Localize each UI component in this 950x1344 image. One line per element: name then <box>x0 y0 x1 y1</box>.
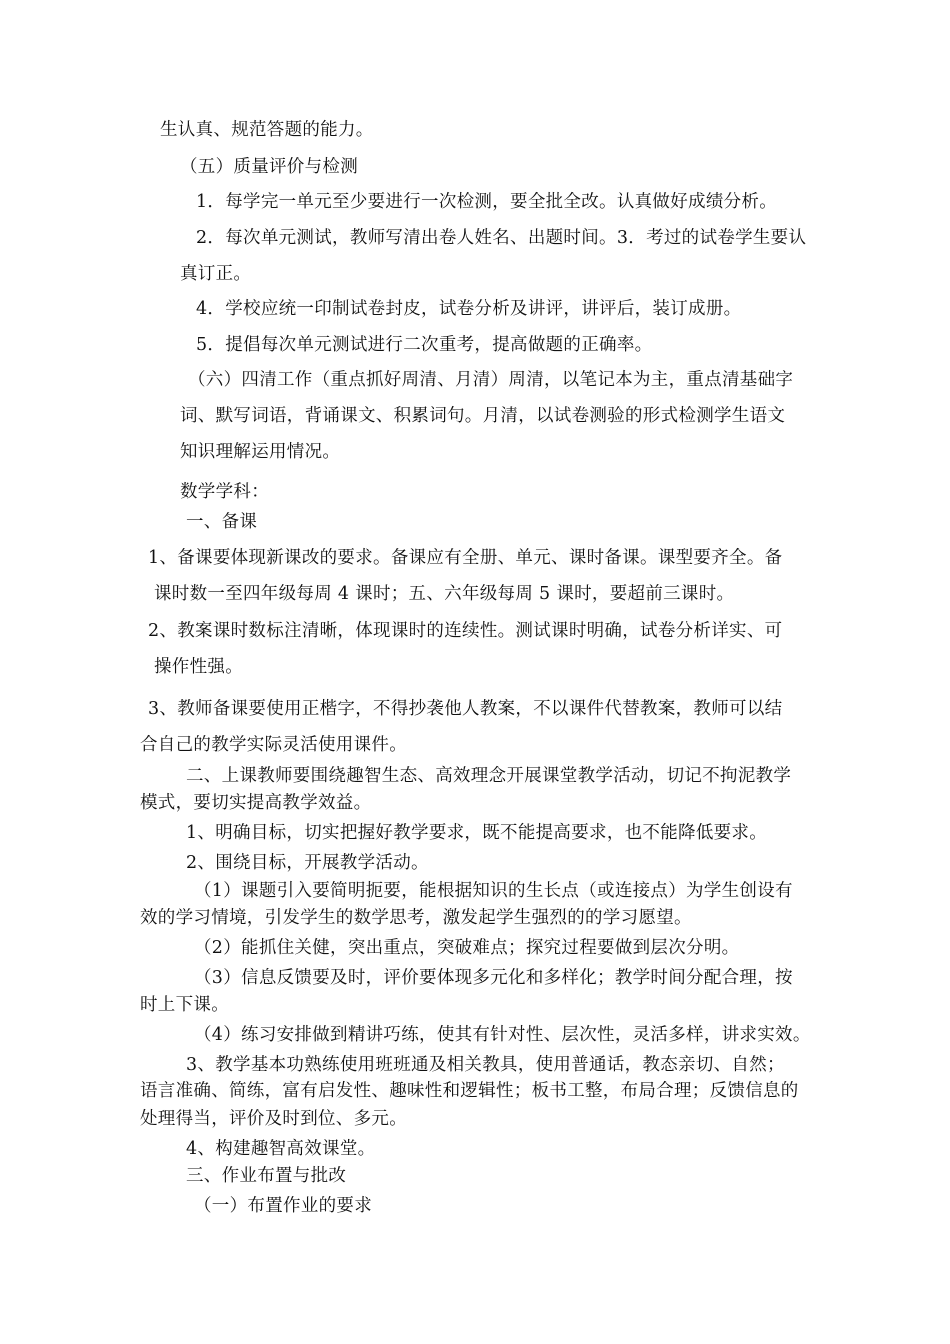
text-line: 3、教学基本功熟练使用班班通及相关教具，使用普通话，教态亲切、自然； <box>186 1055 785 1075</box>
section-heading: 三、作业布置与批改 <box>186 1166 347 1186</box>
text-line: 1、明确目标，切实把握好教学要求，既不能提高要求，也不能降低要求。 <box>186 823 768 843</box>
text-line: 1．每学完一单元至少要进行一次检测，要全批全改。认真做好成绩分析。 <box>196 192 778 212</box>
section-heading: 二、上课教师要围绕趣智生态、高效理念开展课堂教学活动，切记不拘泥教学 <box>186 766 792 786</box>
text-line: 合自己的教学实际灵活使用课件。 <box>140 735 407 755</box>
text-line: 3、教师备课要使用正楷字，不得抄袭他人教案，不以课件代替教案，教师可以结 <box>148 699 783 719</box>
subject-heading: 数学学科： <box>180 482 269 502</box>
text-line: 处理得当，评价及时到位、多元。 <box>140 1109 407 1129</box>
section-heading: （六）四清工作（重点抓好周清、月清）周清，以笔记本为主，重点清基础字 <box>188 370 794 390</box>
text-line: （4）练习安排做到精讲巧练，使其有针对性、层次性，灵活多样，讲求实效。 <box>194 1025 811 1045</box>
text-line: 2、围绕目标，开展教学活动。 <box>186 853 429 873</box>
text-line: 时上下课。 <box>140 995 229 1015</box>
text-line: 2、教案课时数标注清晰，体现课时的连续性。测试课时明确，试卷分析详实、可 <box>148 621 783 641</box>
text-line: 课时数一至四年级每周 4 课时；五、六年级每周 5 课时，要超前三课时。 <box>154 584 735 604</box>
text-line: 4．学校应统一印制试卷封皮，试卷分析及讲评，讲评后，装订成册。 <box>196 299 742 319</box>
text-line: 模式，要切实提高教学效益。 <box>140 793 372 813</box>
text-line: （3）信息反馈要及时，评价要体现多元化和多样化；教学时间分配合理，按 <box>194 968 793 988</box>
text-line: （2）能抓住关健，突出重点，突破难点；探究过程要做到层次分明。 <box>194 938 740 958</box>
text-line: 效的学习情境，引发学生的数学思考，激发起学生强烈的的学习愿望。 <box>140 908 692 928</box>
text-line: 4、构建趣智高效课堂。 <box>186 1139 376 1159</box>
text-line: 5．提倡每次单元测试进行二次重考，提高做题的正确率。 <box>196 335 653 355</box>
text-line: 真订正。 <box>180 264 252 284</box>
text-line: 知识理解运用情况。 <box>180 442 341 462</box>
text-line: 操作性强。 <box>154 657 243 677</box>
text-line: 生认真、规范答题的能力。 <box>160 120 374 140</box>
text-line: 词、默写词语，背诵课文、积累词句。月清，以试卷测验的形式检测学生语文 <box>180 406 786 426</box>
text-line: （1）课题引入要简明扼要，能根据知识的生长点（或连接点）为学生创设有 <box>194 881 793 901</box>
text-line: 2．每次单元测试，教师写清出卷人姓名、出题时间。3．考过的试卷学生要认 <box>196 228 807 248</box>
text-line: 1、备课要体现新课改的要求。备课应有全册、单元、课时备课。课型要齐全。备 <box>148 548 783 568</box>
section-heading: 一、备课 <box>186 512 258 532</box>
section-heading: （五）质量评价与检测 <box>180 157 358 177</box>
section-heading: （一）布置作业的要求 <box>194 1196 372 1216</box>
text-line: 语言准确、简练，富有启发性、趣味性和逻辑性；板书工整，布局合理；反馈信息的 <box>140 1081 799 1101</box>
